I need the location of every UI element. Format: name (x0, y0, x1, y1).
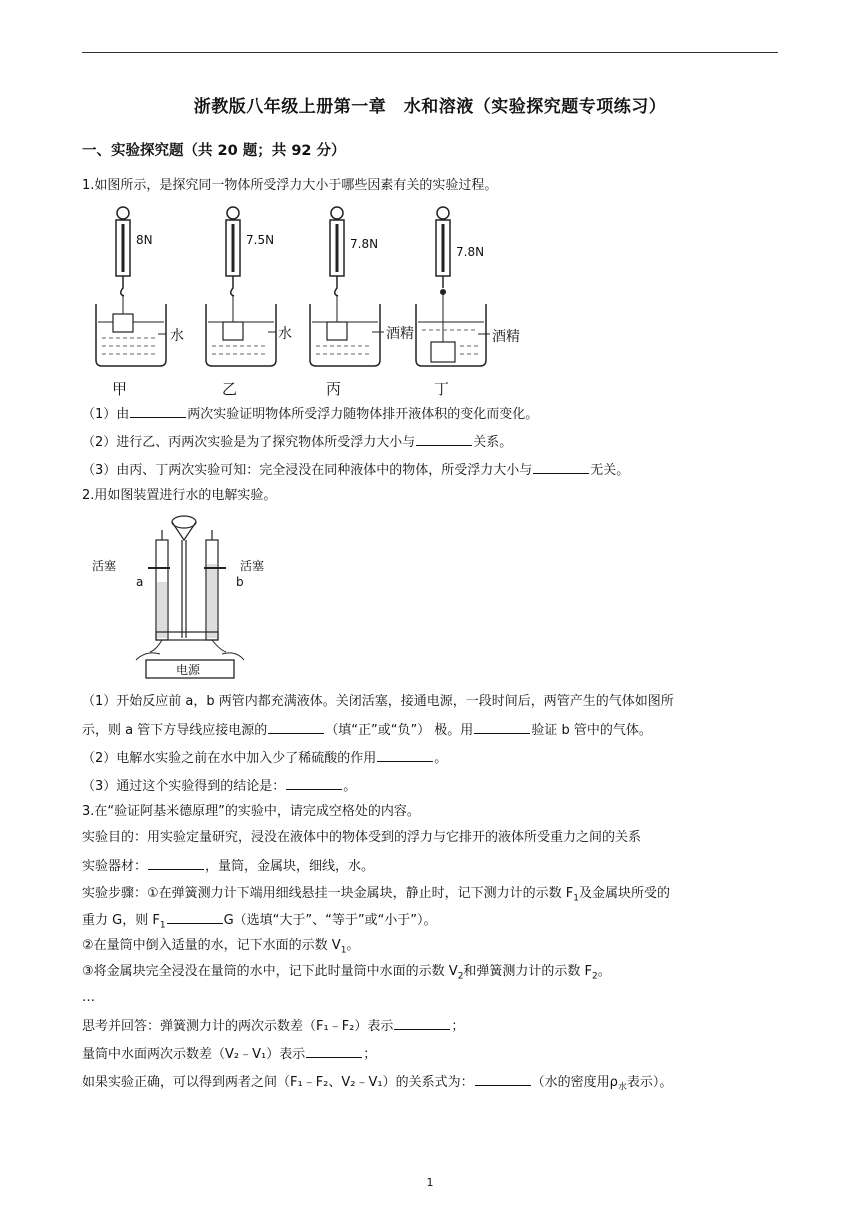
liquid-jia: 水 (170, 328, 184, 344)
q3-think: 思考并回答：弹簧测力计的两次示数差（F₁﹣F₂）表示 ； (82, 1016, 464, 1037)
answer-blank[interactable] (148, 856, 204, 870)
q2-part1-line2: 示，则 a 管下方导线应接电源的 （填“正”或“负”） 极。用 验证 b 管中的气体。 (82, 720, 652, 741)
answer-blank[interactable] (475, 1072, 531, 1086)
q2-part3: （3）通过这个实验得到的结论是： 。 (82, 776, 356, 797)
label-bing: 丙 (326, 380, 342, 398)
q3-volume: 量筒中水面两次示数差（V₂﹣V₁）表示 ； (82, 1044, 376, 1065)
tube-a-label: a (136, 575, 144, 589)
answer-blank[interactable] (306, 1044, 362, 1058)
answer-blank[interactable] (268, 720, 324, 734)
valve-left-label: 活塞 (92, 559, 117, 573)
answer-blank[interactable] (533, 460, 589, 474)
q3-step3: ③将金属块完全浸没在量筒的水中，记下此时量筒中水面的示数 $V_2$和弹簧测力计的示数 $F_2$。 (82, 964, 611, 982)
q3-purpose: 实验目的：用实验定量研究，浸没在液体中的物体受到的浮力与它排开的液体所受重力之间的关系 (82, 830, 642, 845)
answer-blank[interactable] (394, 1016, 450, 1030)
q2-electrolysis-figure (86, 510, 286, 684)
power-label: 电源 (176, 663, 201, 677)
answer-blank[interactable] (130, 404, 186, 418)
answer-blank[interactable] (286, 776, 342, 790)
q1-buoyancy-figure (86, 204, 526, 398)
q1-part2: （2）进行乙、丙两次实验是为了探究物体所受浮力大小与 关系。 (82, 432, 512, 453)
header-rule (82, 52, 778, 53)
valve-right-label: 活塞 (240, 559, 265, 573)
page-number: 1 (426, 1176, 434, 1189)
apparatus-bing (310, 207, 384, 366)
q2-part2: （2）电解水实验之前在水中加入少了稀硫酸的作用 。 (82, 748, 447, 769)
q2-stem: 2.用如图装置进行水的电解实验。 (82, 488, 277, 503)
reading-jia: 8N (136, 233, 153, 247)
q1-part3: （3）由丙、丁两次实验可知：完全浸没在同种液体中的物体，所受浮力大小与 无关。 (82, 460, 629, 481)
q3-stem: 3.在“验证阿基米德原理”的实验中，请完成空格处的内容。 (82, 804, 420, 819)
label-ding: 丁 (434, 380, 450, 398)
q3-relation: 如果实验正确，可以得到两者之间（F₁﹣F₂、V₂﹣V₁）的关系式为： （水的密度用$\rho_水$表示）。 (82, 1072, 672, 1098)
liquid-yi: 水 (278, 326, 292, 342)
reading-bing: 7.8N (350, 237, 379, 251)
q1-part1: （1）由 两次实验证明物体所受浮力随物体排开液体积的变化而变化。 (82, 404, 538, 425)
answer-blank[interactable] (474, 720, 530, 734)
answer-blank[interactable] (377, 748, 433, 762)
q1-stem: 1.如图所示，是探究同一物体所受浮力大小于哪些因素有关的实验过程。 (82, 178, 498, 193)
label-jia: 甲 (112, 380, 128, 398)
apparatus-ding (416, 207, 490, 366)
apparatus-yi (206, 207, 276, 366)
reading-ding: 7.8N (456, 245, 485, 259)
apparatus-jia (96, 207, 166, 366)
q3-step1-line1: 实验步骤：①在弹簧测力计下端用细线悬挂一块金属块，静止时，记下测力计的示数 $F_1$及金属块所受的 (82, 886, 671, 904)
label-yi: 乙 (222, 380, 238, 398)
liquid-bing: 酒精 (386, 326, 414, 342)
tube-b-label: b (236, 575, 244, 589)
q3-equipment: 实验器材： ，量筒，金属块，细线，水。 (82, 856, 374, 877)
q3-ellipsis: … (82, 990, 95, 1005)
answer-blank[interactable] (416, 432, 472, 446)
liquid-ding: 酒精 (492, 329, 520, 345)
page-title: 浙教版八年级上册第一章 水和溶液（实验探究题专项练习） (193, 97, 667, 117)
reading-yi: 7.5N (246, 233, 275, 247)
answer-blank[interactable] (167, 910, 223, 924)
q3-step2: ②在量筒中倒入适量的水，记下水面的示数 $V_1$。 (82, 938, 360, 956)
q2-part1-line1: （1）开始反应前 a，b 两管内都充满液体。关闭活塞，接通电源，一段时间后，两管产生的气体如图所 (82, 694, 674, 709)
q3-step1-line2: 重力 G，则 $F_1$ G（选填“大于”、“等于”或“小于”）。 (82, 910, 437, 936)
section-heading: 一、实验探究题（共 20 题；共 92 分） (82, 143, 346, 159)
